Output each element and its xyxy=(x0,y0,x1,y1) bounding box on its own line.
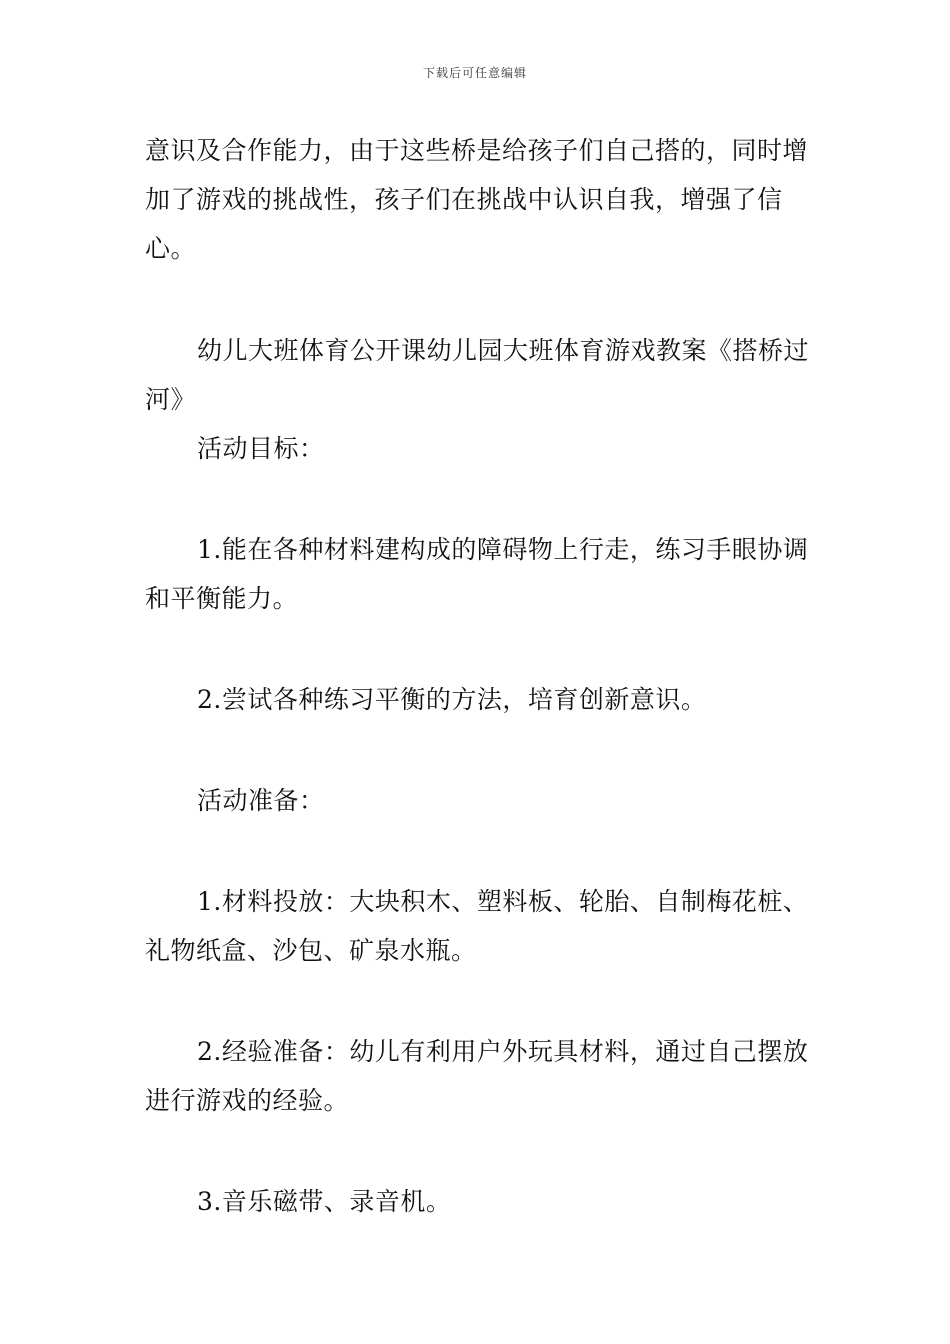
paragraph-spacer xyxy=(145,473,810,525)
paragraph-spacer xyxy=(145,825,810,877)
paragraph-spacer xyxy=(145,1125,810,1177)
goal-item-2: 2.尝试各种练习平衡的方法，培育创新意识。 xyxy=(197,685,707,714)
heading-activity-preparation: 活动准备： xyxy=(197,786,325,815)
paragraph-spacer xyxy=(145,623,810,675)
heading-activity-goals: 活动目标： xyxy=(197,434,325,463)
page-header: 下载后可任意编辑 xyxy=(422,66,527,80)
paragraph-spacer xyxy=(145,975,810,1027)
section-title: 幼儿大班体育公开课幼儿园大班体育游戏教案《搭桥过河》 xyxy=(145,336,810,414)
preparation-item-2: 2.经验准备：幼儿有利用户外玩具材料，通过自己摆放进行游戏的经验。 xyxy=(145,1037,809,1115)
document-body xyxy=(145,126,810,1226)
preparation-item-3: 3.音乐磁带、录音机。 xyxy=(197,1187,452,1216)
preparation-item-1: 1.材料投放：大块积木、塑料板、轮胎、自制梅花桩、礼物纸盒、沙包、矿泉水瓶。 xyxy=(145,887,809,965)
paragraph-intro-continuation: 意识及合作能力，由于这些桥是给孩子们自己搭的，同时增加了游戏的挑战性，孩子们在挑战中认识自我，增强了信心。 xyxy=(145,136,809,263)
paragraph-spacer xyxy=(145,724,810,776)
paragraph-spacer xyxy=(145,273,810,326)
goal-item-1: 1.能在各种材料建构成的障碍物上行走，练习手眼协调和平衡能力。 xyxy=(145,535,809,613)
